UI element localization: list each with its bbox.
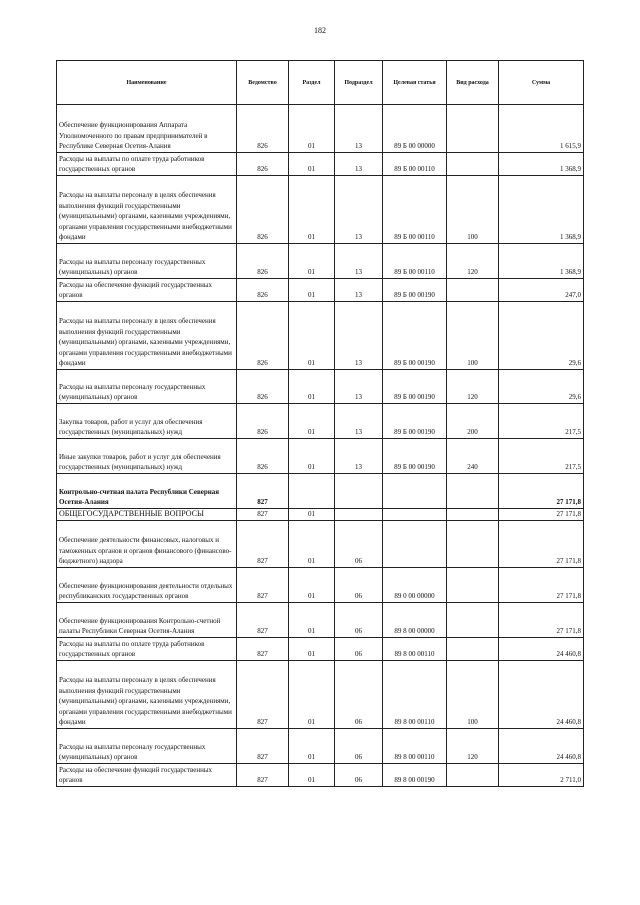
cell-type <box>447 521 499 568</box>
cell-section: 01 <box>289 370 335 404</box>
cell-sum: 24 460,8 <box>499 638 584 661</box>
cell-sum: 247,0 <box>499 279 584 302</box>
cell-name: Контрольно-счетная палата Республики Северная Осетия-Алания <box>57 474 237 509</box>
table-row <box>57 764 584 787</box>
cell-dept: 826 <box>237 302 289 370</box>
table-row <box>57 244 584 279</box>
cell-name: Расходы на выплаты персоналу в целях обеспечения выполнения функций государственными (муниципальными) органами, казенными учреждениями, органами управления государственными внебюджетными фондами <box>57 302 237 370</box>
cell-dept: 826 <box>237 439 289 474</box>
cell-section: 01 <box>289 568 335 603</box>
header-section: Раздел <box>289 61 335 105</box>
cell-subsection: 06 <box>335 661 383 729</box>
cell-type <box>447 279 499 302</box>
cell-name: Расходы на выплаты по оплате труда работников государственных органов <box>57 153 237 176</box>
table-row <box>57 176 584 244</box>
cell-name: ОБЩЕГОСУДАРСТВЕННЫЕ ВОПРОСЫ <box>57 509 237 521</box>
header-target: Целевая статья <box>383 61 447 105</box>
cell-section: 01 <box>289 521 335 568</box>
cell-subsection <box>335 474 383 509</box>
cell-section: 01 <box>289 439 335 474</box>
cell-target <box>383 521 447 568</box>
cell-sum: 217,5 <box>499 404 584 439</box>
cell-target: 89 Б 00 00110 <box>383 153 447 176</box>
cell-sum: 24 460,8 <box>499 661 584 729</box>
cell-section: 01 <box>289 509 335 521</box>
cell-subsection: 13 <box>335 439 383 474</box>
cell-type <box>447 105 499 153</box>
cell-dept: 827 <box>237 603 289 638</box>
cell-section: 01 <box>289 404 335 439</box>
cell-dept: 826 <box>237 176 289 244</box>
cell-section: 01 <box>289 661 335 729</box>
cell-type: 100 <box>447 661 499 729</box>
cell-section: 01 <box>289 729 335 764</box>
cell-type: 120 <box>447 370 499 404</box>
cell-sum: 27 171,8 <box>499 509 584 521</box>
cell-subsection: 13 <box>335 153 383 176</box>
table-row <box>57 661 584 729</box>
cell-type <box>447 509 499 521</box>
cell-subsection: 06 <box>335 521 383 568</box>
table-row <box>57 439 584 474</box>
cell-sum: 29,6 <box>499 302 584 370</box>
cell-target <box>383 509 447 521</box>
header-dept: Ведомство <box>237 61 289 105</box>
cell-target: 89 8 00 00000 <box>383 603 447 638</box>
cell-subsection: 06 <box>335 568 383 603</box>
table-header-row <box>57 61 584 105</box>
cell-dept: 826 <box>237 279 289 302</box>
table-row <box>57 521 584 568</box>
cell-target: 89 Б 00 00190 <box>383 439 447 474</box>
page-number: 182 <box>314 26 326 35</box>
cell-section: 01 <box>289 105 335 153</box>
cell-type <box>447 568 499 603</box>
table-row <box>57 729 584 764</box>
cell-dept: 827 <box>237 474 289 509</box>
cell-target: 89 Б 00 00000 <box>383 105 447 153</box>
cell-name: Обеспечение функционирования Контрольно-счетной палаты Республики Северная Осетия-Алания <box>57 603 237 638</box>
cell-sum: 1 615,9 <box>499 105 584 153</box>
cell-sum: 1 368,9 <box>499 153 584 176</box>
cell-name: Обеспечение функционирования Аппарата Уполномоченного по правам предпринимателей в Республике Северная Осетия-Алания <box>57 105 237 153</box>
cell-name: Закупка товаров, работ и услуг для обеспечения государственных (муниципальных) нужд <box>57 404 237 439</box>
cell-section: 01 <box>289 279 335 302</box>
table-row <box>57 474 584 509</box>
cell-target: 89 Б 00 00110 <box>383 176 447 244</box>
cell-dept: 826 <box>237 404 289 439</box>
cell-name: Расходы на выплаты персоналу в целях обеспечения выполнения функций государственными (муниципальными) органами, казенными учреждениями, органами управления государственными внебюджетными фондами <box>57 176 237 244</box>
budget-table <box>56 60 584 787</box>
cell-section: 01 <box>289 764 335 787</box>
table-row <box>57 105 584 153</box>
cell-dept: 826 <box>237 153 289 176</box>
header-name: Наименование <box>57 61 237 105</box>
cell-dept: 826 <box>237 105 289 153</box>
cell-dept: 827 <box>237 661 289 729</box>
cell-target: 89 8 00 00110 <box>383 638 447 661</box>
cell-name: Расходы на выплаты по оплате труда работников государственных органов <box>57 638 237 661</box>
cell-sum: 27 171,8 <box>499 603 584 638</box>
cell-target: 89 Б 00 00190 <box>383 302 447 370</box>
cell-type <box>447 764 499 787</box>
cell-dept: 827 <box>237 638 289 661</box>
cell-target: 89 Б 00 00110 <box>383 244 447 279</box>
cell-target: 89 Б 00 00190 <box>383 370 447 404</box>
cell-section: 01 <box>289 638 335 661</box>
cell-section: 01 <box>289 603 335 638</box>
cell-section: 01 <box>289 153 335 176</box>
cell-dept: 827 <box>237 568 289 603</box>
table-row <box>57 509 584 521</box>
cell-section: 01 <box>289 244 335 279</box>
cell-type: 100 <box>447 302 499 370</box>
table-body <box>57 105 584 787</box>
cell-type <box>447 474 499 509</box>
cell-subsection <box>335 509 383 521</box>
cell-target: 89 Б 00 00190 <box>383 404 447 439</box>
cell-sum: 27 171,8 <box>499 521 584 568</box>
cell-name: Расходы на выплаты персоналу в целях обеспечения выполнения функций государственными (муниципальными) органами, казенными учреждениями, органами управления государственными внебюджетными фондами <box>57 661 237 729</box>
cell-sum: 1 368,9 <box>499 244 584 279</box>
cell-name: Расходы на выплаты персоналу государственных (муниципальных) органов <box>57 244 237 279</box>
table-row <box>57 302 584 370</box>
cell-name: Расходы на выплаты персоналу государственных (муниципальных) органов <box>57 370 237 404</box>
cell-name: Обеспечение функционирования деятельности отдельных республиканских государственных органов <box>57 568 237 603</box>
cell-dept: 827 <box>237 521 289 568</box>
header-sum: Сумма <box>499 61 584 105</box>
cell-type: 100 <box>447 176 499 244</box>
cell-subsection: 06 <box>335 729 383 764</box>
cell-dept: 826 <box>237 244 289 279</box>
cell-type: 120 <box>447 244 499 279</box>
cell-subsection: 13 <box>335 176 383 244</box>
cell-type <box>447 638 499 661</box>
header-subsection: Подраздел <box>335 61 383 105</box>
cell-section: 01 <box>289 176 335 244</box>
table-row <box>57 279 584 302</box>
cell-name: Обеспечение деятельности финансовых, налоговых и таможенных органов и органов финансового (финансово-бюджетного) надзора <box>57 521 237 568</box>
cell-name: Иные закупки товаров, работ и услуг для обеспечения государственных (муниципальных) нужд <box>57 439 237 474</box>
cell-section <box>289 474 335 509</box>
cell-subsection: 13 <box>335 105 383 153</box>
cell-dept: 827 <box>237 729 289 764</box>
header-type: Вид расхода <box>447 61 499 105</box>
cell-type <box>447 603 499 638</box>
table-row <box>57 404 584 439</box>
cell-subsection: 06 <box>335 764 383 787</box>
cell-subsection: 13 <box>335 279 383 302</box>
cell-target: 89 8 00 00190 <box>383 764 447 787</box>
cell-subsection: 13 <box>335 244 383 279</box>
cell-sum: 217,5 <box>499 439 584 474</box>
cell-sum: 27 171,8 <box>499 568 584 603</box>
cell-subsection: 06 <box>335 638 383 661</box>
cell-subsection: 13 <box>335 370 383 404</box>
cell-name: Расходы на обеспечение функций государственных органов <box>57 764 237 787</box>
cell-dept: 827 <box>237 509 289 521</box>
table-row <box>57 603 584 638</box>
cell-section: 01 <box>289 302 335 370</box>
table-row <box>57 638 584 661</box>
cell-subsection: 13 <box>335 302 383 370</box>
cell-target: 89 8 00 00110 <box>383 661 447 729</box>
cell-sum: 29,6 <box>499 370 584 404</box>
table-row <box>57 370 584 404</box>
cell-subsection: 06 <box>335 603 383 638</box>
cell-dept: 827 <box>237 764 289 787</box>
cell-sum: 1 368,9 <box>499 176 584 244</box>
cell-name: Расходы на обеспечение функций государственных органов <box>57 279 237 302</box>
cell-type: 240 <box>447 439 499 474</box>
cell-sum: 2 711,0 <box>499 764 584 787</box>
cell-target: 89 Б 00 00190 <box>383 279 447 302</box>
cell-type: 200 <box>447 404 499 439</box>
table-row <box>57 568 584 603</box>
cell-target: 89 8 00 00110 <box>383 729 447 764</box>
cell-sum: 27 171,8 <box>499 474 584 509</box>
cell-type: 120 <box>447 729 499 764</box>
cell-dept: 826 <box>237 370 289 404</box>
cell-type <box>447 153 499 176</box>
cell-target: 89 0 00 00000 <box>383 568 447 603</box>
cell-name: Расходы на выплаты персоналу государственных (муниципальных) органов <box>57 729 237 764</box>
cell-sum: 24 460,8 <box>499 729 584 764</box>
table-row <box>57 153 584 176</box>
cell-subsection: 13 <box>335 404 383 439</box>
cell-target <box>383 474 447 509</box>
